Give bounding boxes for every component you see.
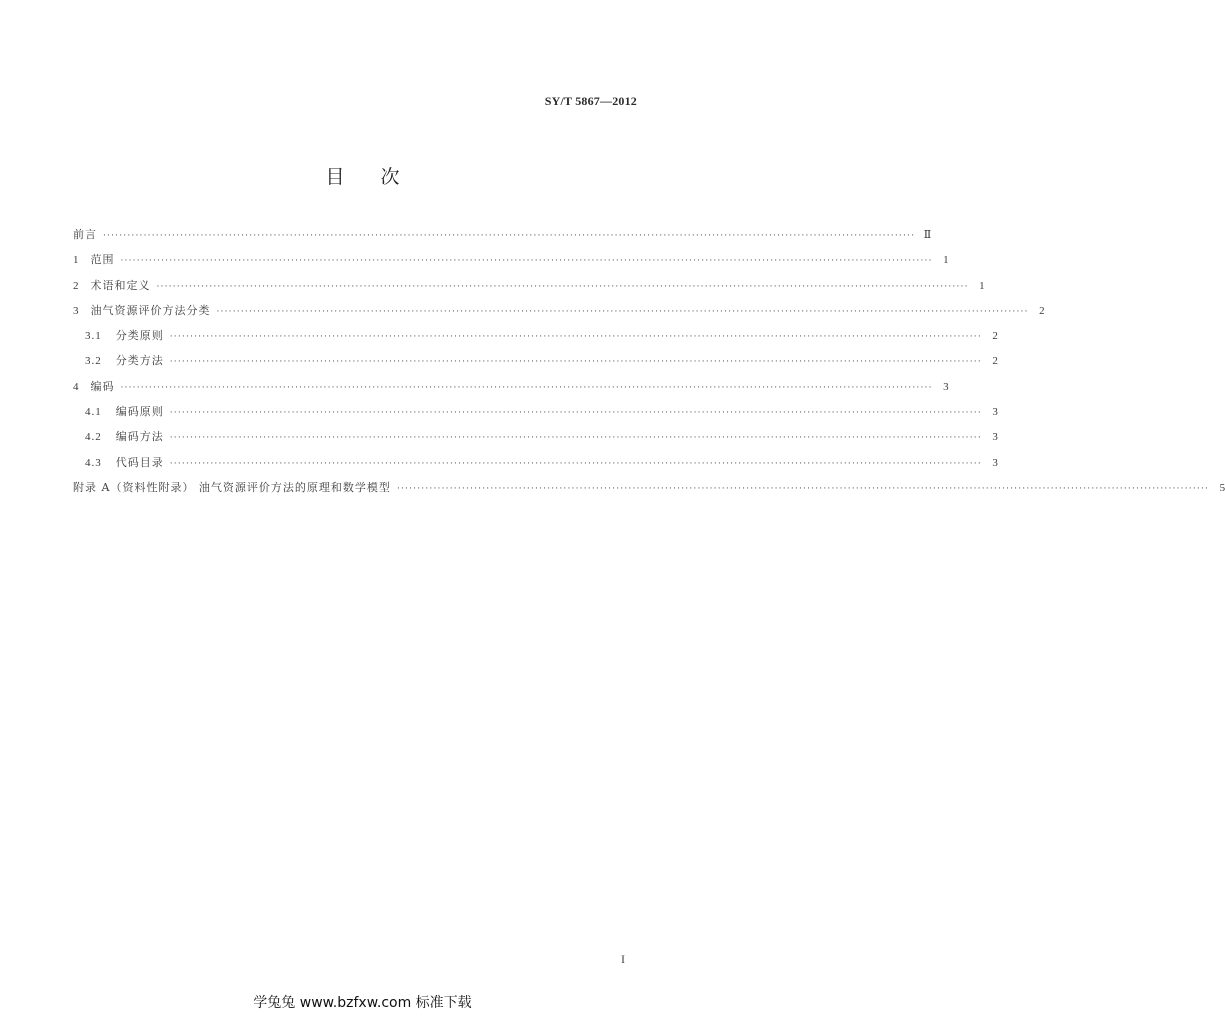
toc-entry-label: 分类原则	[115, 329, 164, 343]
toc-entry-coding[interactable]	[73, 374, 949, 399]
toc-entry-number: 3.1	[85, 330, 102, 343]
toc-entry-page: 5	[1219, 481, 1225, 494]
toc-leader-dots: ········································································································································································································	[103, 231, 916, 241]
toc-leader-dots: ········································································································································································································	[120, 382, 933, 393]
toc-entry-label: 编码原则	[115, 405, 164, 419]
toc-entry-appendix-a[interactable]	[73, 475, 1225, 500]
toc-leader-dots: ········································································································································································································	[169, 332, 982, 343]
toc-leader-dots: ········································································································································································································	[156, 281, 969, 292]
toc-entry-label: 代码目录	[115, 455, 164, 469]
toc-entry-label: 分类方法	[115, 354, 164, 368]
toc-leader-dots: ········································································································································································································	[120, 256, 933, 267]
toc-entry-foreword[interactable]	[73, 222, 932, 247]
toc-entry-number: 4	[73, 380, 79, 393]
toc-entry-page: 3	[943, 380, 949, 393]
page-title-char-2: 次	[380, 166, 400, 188]
toc-entry-terms[interactable]	[73, 273, 985, 298]
toc-entry-number: 4.3	[85, 456, 102, 469]
toc-entry-number: 1	[73, 254, 79, 267]
toc-entry-classification-principle[interactable]	[73, 323, 998, 348]
toc-entry-number: 3.2	[85, 355, 102, 368]
toc-entry-number: 2	[73, 279, 79, 292]
standard-number: SY/T 5867—2012	[544, 94, 637, 108]
toc-entry-page: 3	[992, 456, 998, 469]
page-number: I	[621, 952, 625, 966]
toc-entry-label: 编码	[90, 379, 115, 393]
page-title	[0, 162, 725, 189]
toc-entry-label: 前言	[73, 228, 97, 241]
toc-leader-dots: ········································································································································································································	[169, 458, 982, 469]
toc-leader-dots: ········································································································································································································	[396, 483, 1210, 494]
footer-watermark: 学兔兔 www.bzfxw.com 标准下载	[253, 995, 472, 1011]
toc-leader-dots: ········································································································································································································	[169, 357, 982, 368]
toc-entry-coding-method[interactable]	[73, 424, 998, 449]
toc-entry-page: 1	[979, 279, 985, 292]
toc-entry-classification-method[interactable]	[73, 348, 998, 373]
toc-leader-dots: ········································································································································································································	[169, 433, 982, 444]
toc-entry-label: 术语和定义	[90, 278, 151, 292]
toc-entry-number: 4.2	[85, 431, 102, 444]
toc-entry-page: Ⅱ	[923, 229, 932, 241]
toc-entry-label: 附录 A（资料性附录） 油气资源评价方法的原理和数学模型	[73, 480, 391, 494]
toc-leader-dots: ········································································································································································································	[216, 306, 1029, 317]
toc-entry-page: 1	[943, 254, 949, 267]
toc-entry-scope[interactable]	[73, 247, 949, 272]
table-of-contents	[73, 222, 1225, 500]
toc-entry-page: 2	[992, 330, 998, 343]
toc-entry-page: 2	[1039, 304, 1045, 317]
toc-entry-number: 4.1	[85, 406, 102, 419]
toc-entry-page: 3	[992, 406, 998, 419]
toc-entry-page: 3	[992, 431, 998, 444]
toc-entry-label: 范围	[90, 253, 115, 267]
page-title-char-1: 目	[325, 166, 345, 188]
toc-entry-coding-principle[interactable]	[73, 399, 998, 424]
toc-entry-label: 编码方法	[115, 430, 164, 444]
toc-entry-page: 2	[992, 355, 998, 368]
toc-entry-label: 油气资源评价方法分类	[90, 303, 211, 317]
toc-entry-code-catalog[interactable]	[73, 450, 998, 475]
toc-entry-number: 3	[73, 304, 79, 317]
toc-leader-dots: ········································································································································································································	[169, 408, 982, 419]
toc-entry-classification[interactable]	[73, 298, 1045, 323]
